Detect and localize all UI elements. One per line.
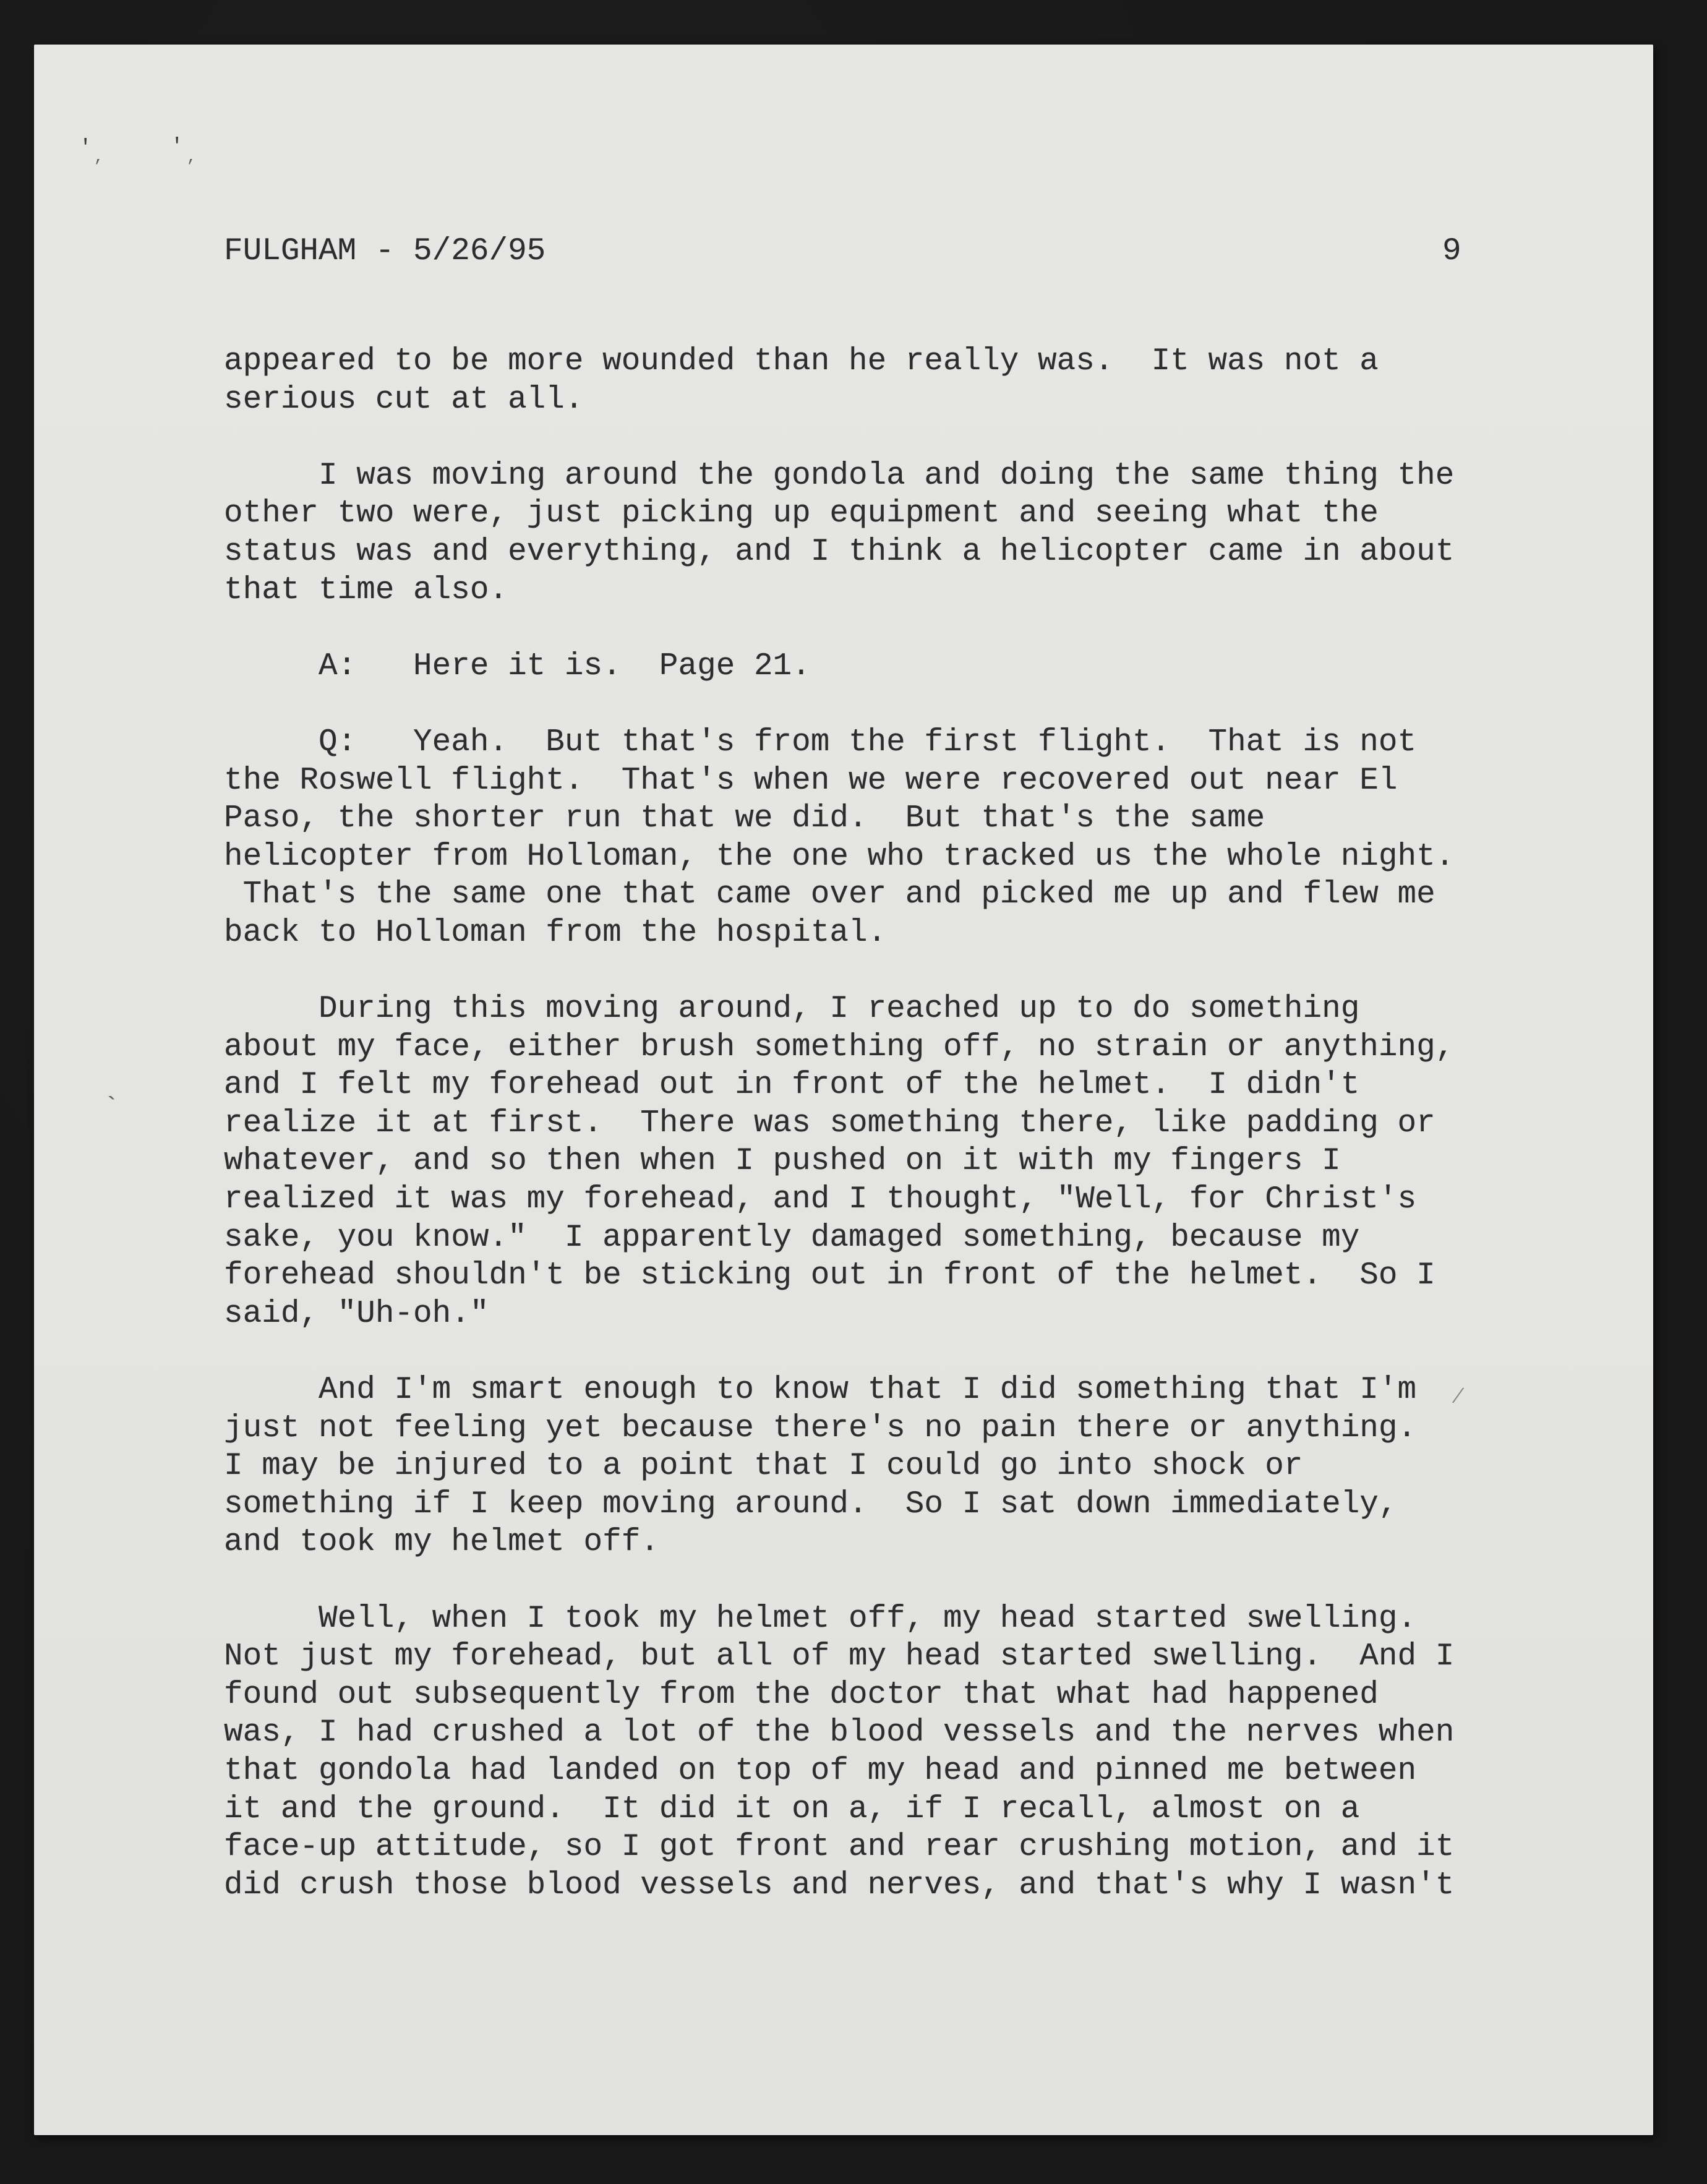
text-line: status was and everything, and I think a helicopter came in about [224,534,1455,570]
text-line: it and the ground. It did it on a, if I recall, almost on a [224,1791,1360,1827]
text-line: I was moving around the gondola and doing the same thing the [224,458,1455,494]
scan-artifact-speck: , [94,148,104,166]
text-line: Not just my forehead, but all of my head started swelling. And I [224,1639,1455,1675]
text-line: that gondola had landed on top of my head and pinned me between [224,1753,1417,1789]
text-line: During this moving around, I reached up to do something [224,991,1360,1027]
body-text [224,343,1486,1904]
text-line: I may be injured to a point that I could go into shock or [224,1449,1303,1484]
text-line: other two were, just picking up equipment and seeing what the [224,496,1379,532]
text-line: the Roswell flight. That's when we were recovered out near El [224,763,1398,799]
text-line: found out subsequently from the doctor that what had happened [224,1677,1379,1713]
text-line: that time also. [224,572,508,608]
text-line: back to Holloman from the hospital. [224,915,887,951]
paragraph [224,724,1486,953]
paragraph [224,990,1486,1333]
text-line: sake, you know." I apparently damaged something, because my [224,1220,1360,1256]
paragraph [224,1371,1486,1562]
text-line: whatever, and so then when I pushed on it with my fingers I [224,1144,1341,1180]
text-line: and I felt my forehead out in front of the helmet. I didn't [224,1068,1360,1103]
text-line: about my face, either brush something off, no strain or anything, [224,1029,1455,1065]
scanned-page [34,45,1653,2135]
text-line: appeared to be more wounded than he really was. It was not a [224,344,1379,379]
page-number: 9 [1442,234,1461,269]
paragraph [224,1600,1486,1905]
scan-artifact-speck: ' [171,135,184,159]
document-header-title: FULGHAM - 5/26/95 [224,234,546,269]
text-line: A: Here it is. Page 21. [224,648,811,684]
text-line: something if I keep moving around. So I sat down immediately, [224,1486,1398,1522]
text-line: Well, when I took my helmet off, my head started swelling. [224,1601,1417,1637]
text-line: helicopter from Holloman, the one who tracked us the whole night. [224,839,1455,875]
text-line: was, I had crushed a lot of the blood vessels and the nerves when [224,1715,1455,1751]
scan-artifact-speck: ' [79,137,92,160]
text-line: And I'm smart enough to know that I did something that I'm [224,1372,1417,1408]
text-line: face-up attitude, so I got front and rear crushing motion, and it [224,1830,1455,1865]
text-line: forehead shouldn't be sticking out in front of the helmet. So I [224,1258,1435,1294]
scan-artifact-stray-mark: ` [103,1093,120,1124]
text-line: serious cut at all. [224,382,584,418]
text-line: That's the same one that came over and picked me up and flew me [224,877,1435,913]
text-line: realize it at first. There was something there, like padding or [224,1105,1435,1141]
text-line: said, "Uh-oh." [224,1296,489,1332]
text-line: and took my helmet off. [224,1525,659,1561]
text-line: did crush those blood vessels and nerves, and that's why I wasn't [224,1867,1455,1903]
text-line: Paso, the shorter run that we did. But that's the same [224,801,1265,837]
paragraph [224,343,1486,419]
scan-artifact-speck: , [187,148,197,166]
text-line: just not feeling yet because there's no pain there or anything. [224,1410,1417,1446]
paragraph [224,457,1486,609]
scan-artifact-stray-mark: ⁄ [1448,1382,1468,1413]
paragraph [224,648,1486,686]
text-line: Q: Yeah. But that's from the first flight. That is not [224,724,1417,760]
text-line: realized it was my forehead, and I thought, "Well, for Christ's [224,1182,1417,1218]
